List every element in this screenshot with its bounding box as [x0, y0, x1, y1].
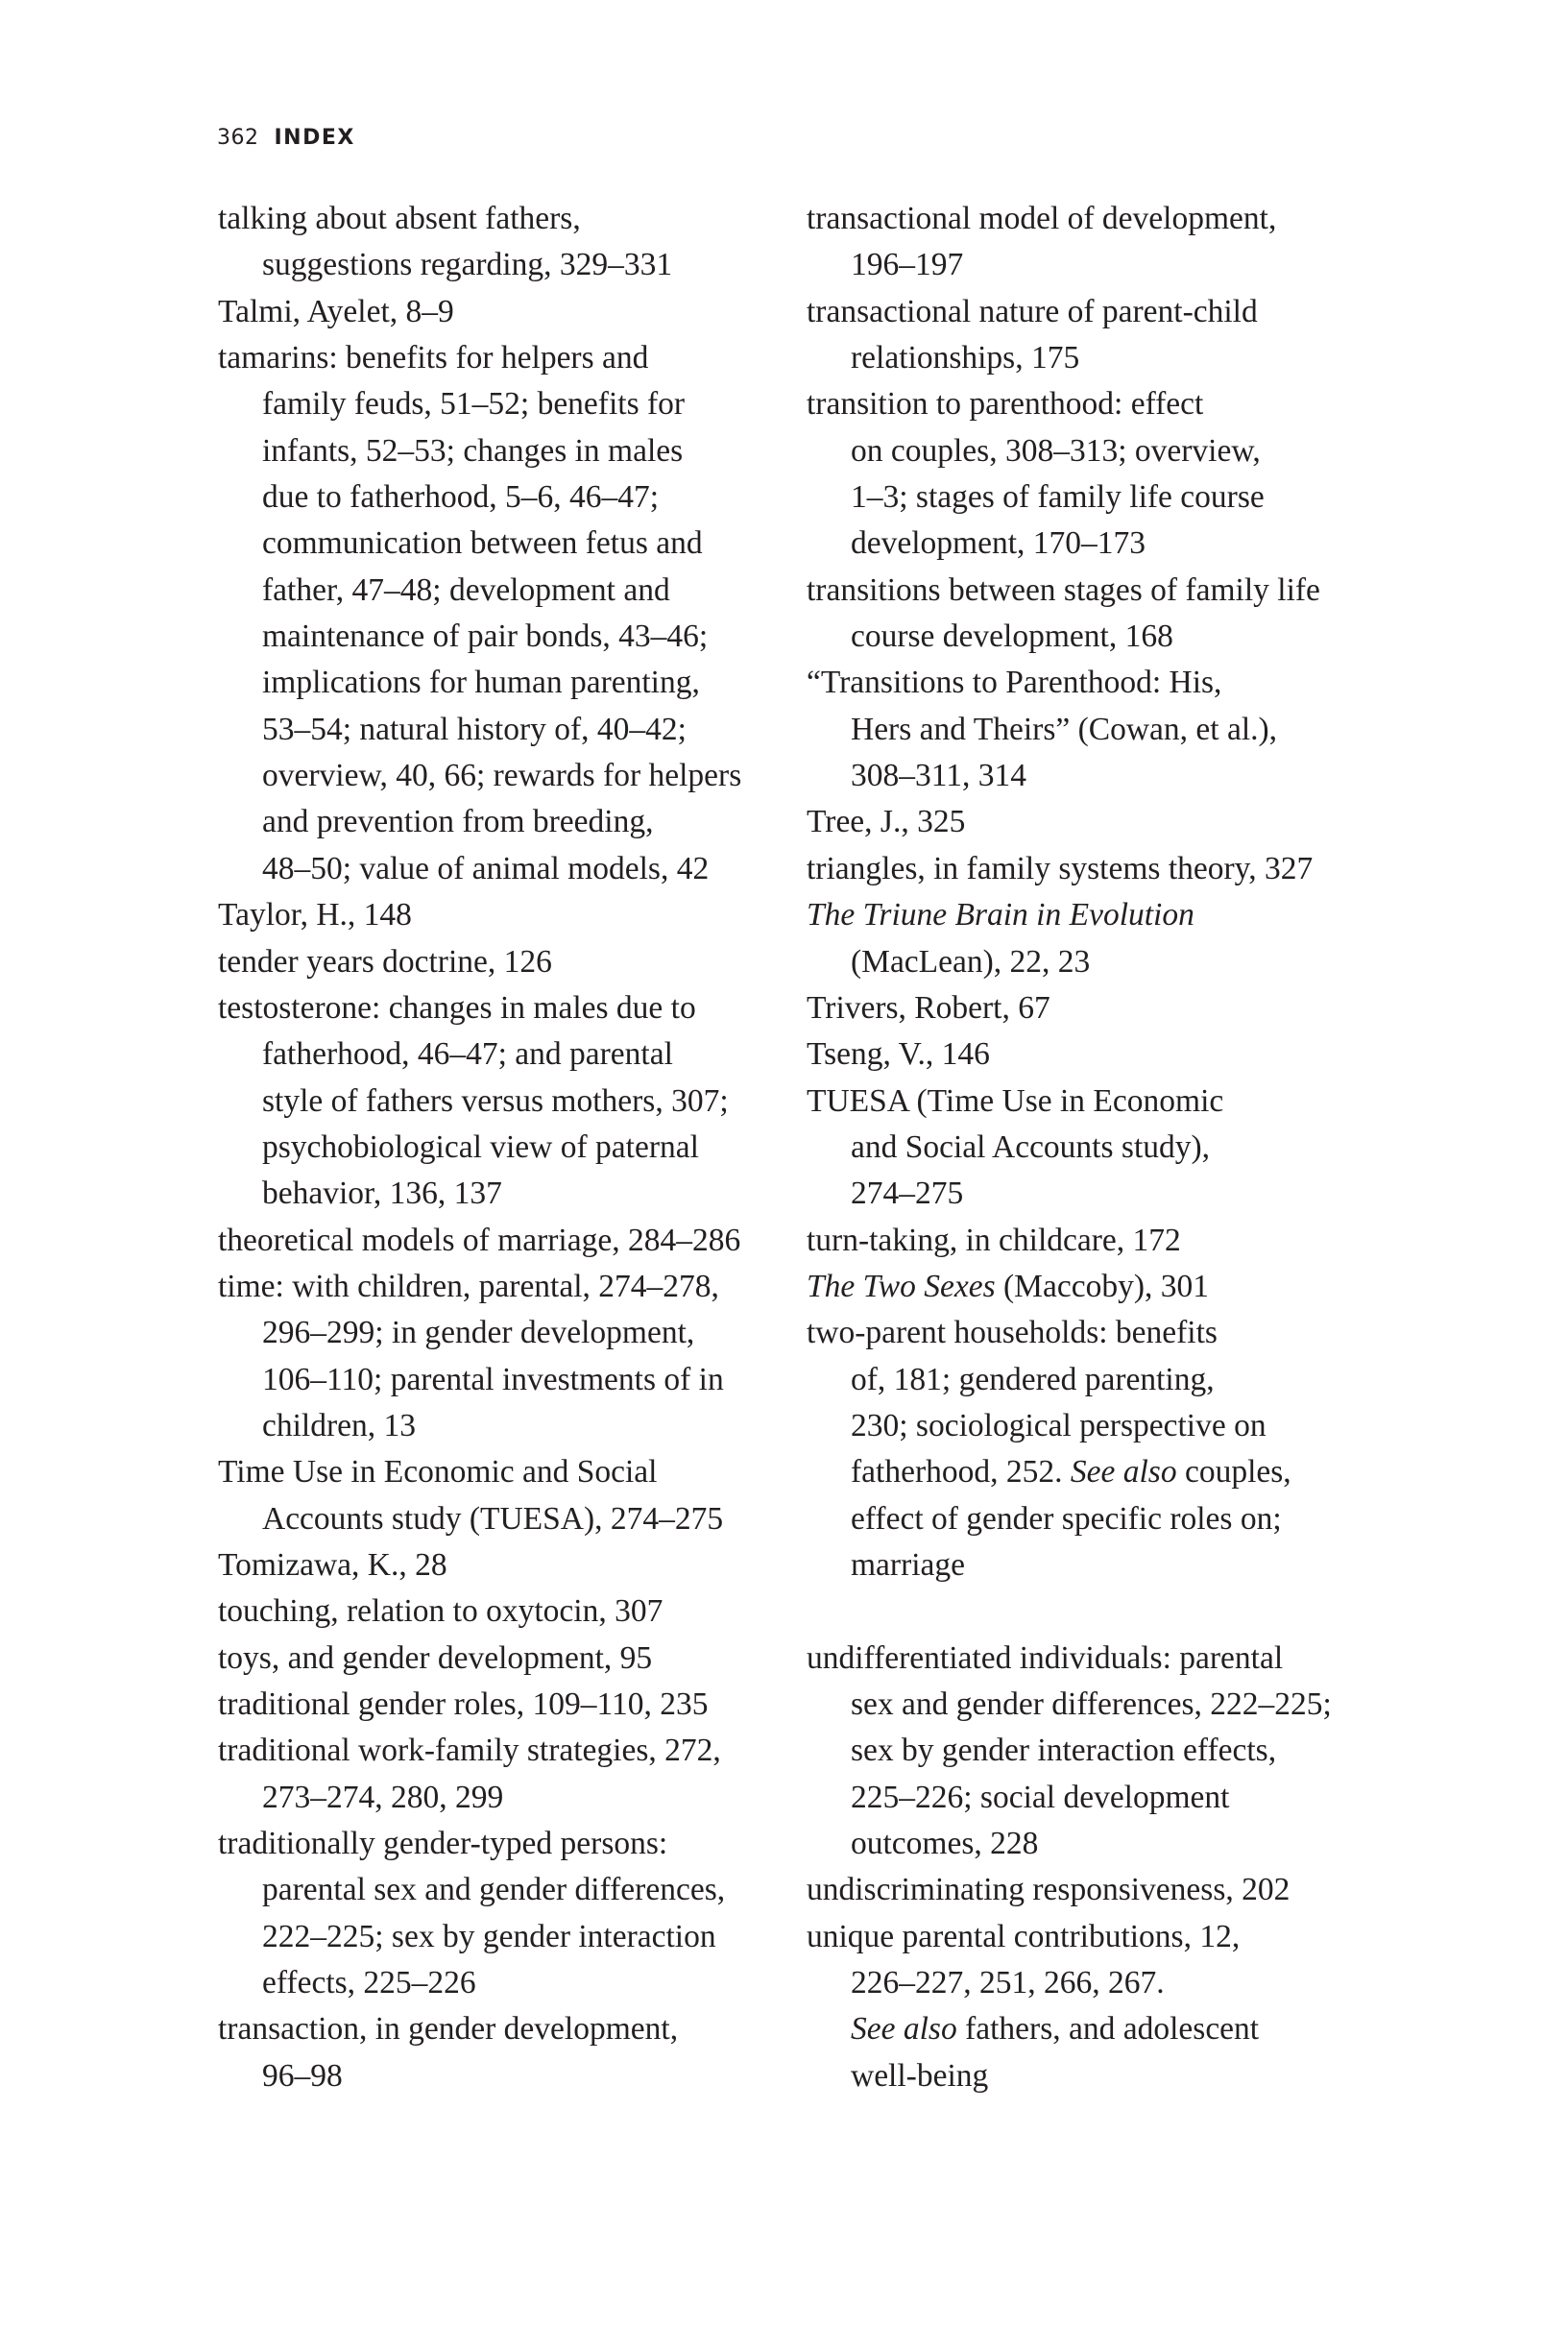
index-subline — [807, 1960, 1402, 2006]
entry-text: testosterone: changes in males due to — [218, 989, 696, 1026]
entry-text: 308–311, 314 — [851, 758, 1027, 794]
index-subline — [218, 1403, 775, 1449]
index-subline — [218, 381, 775, 427]
index-subline — [807, 242, 1402, 288]
index-subline — [218, 707, 775, 753]
running-header — [217, 126, 355, 150]
entry-text: development, 170–173 — [851, 525, 1146, 562]
index-subline — [807, 1125, 1402, 1171]
index-entry — [807, 1310, 1402, 1356]
entry-text: undiscriminating responsiveness, 202 — [807, 1872, 1291, 1908]
entry-text: Hers and Theirs” (Cowan, et al.), — [851, 711, 1278, 747]
index-subline — [807, 1403, 1402, 1449]
index-entry — [218, 1264, 775, 1310]
index-entry — [218, 1682, 775, 1728]
entry-text: course development, 168 — [851, 618, 1173, 655]
entry-text: 296–299; in gender development, — [262, 1315, 695, 1351]
index-entry — [807, 1079, 1402, 1125]
index-entry — [218, 289, 775, 335]
entry-text: of, 181; gendered parenting, — [851, 1361, 1215, 1397]
entry-text: implications for human parenting, — [262, 665, 700, 701]
entry-text: fatherhood, 46–47; and parental — [262, 1036, 673, 1073]
entry-text: overview, 40, 66; rewards for helpers — [262, 758, 742, 794]
index-subline — [218, 242, 775, 288]
index-subline — [218, 1775, 775, 1821]
entry-text: touching, relation to oxytocin, 307 — [218, 1593, 663, 1630]
see-also-label: See also — [1070, 1454, 1177, 1491]
entry-text: on couples, 308–313; overview, — [851, 432, 1261, 469]
index-entry — [807, 289, 1402, 335]
index-column-left — [218, 196, 775, 2099]
entry-text: 225–226; social development — [851, 1779, 1230, 1815]
index-subline — [218, 521, 775, 567]
entry-text: traditionally gender-typed persons: — [218, 1826, 668, 1862]
entry-text: triangles, in family systems theory, 327 — [807, 850, 1314, 886]
entry-text: 106–110; parental investments of in — [262, 1361, 724, 1397]
index-subline — [807, 707, 1402, 753]
entry-text: effect of gender specific roles on; — [851, 1500, 1282, 1537]
index-subline — [218, 1310, 775, 1356]
entry-text: tender years doctrine, 126 — [218, 943, 552, 980]
entry-text: unique parental contributions, 12, — [807, 1918, 1241, 1954]
entry-text: 230; sociological perspective on — [851, 1407, 1266, 1443]
entry-text: traditional gender roles, 109–110, 235 — [218, 1686, 709, 1722]
index-entry — [218, 1728, 775, 1774]
entry-text: “Transitions to Parenthood: His, — [807, 665, 1222, 701]
italic-title: See also — [851, 2011, 957, 2048]
index-entry — [218, 196, 775, 242]
index-subline — [807, 1542, 1402, 1588]
entry-text: transition to parenthood: effect — [807, 386, 1204, 423]
index-subline — [218, 1357, 775, 1403]
entry-text: outcomes, 228 — [851, 1826, 1039, 1862]
index-subline — [807, 1775, 1402, 1821]
entry-text: 274–275 — [851, 1176, 964, 1212]
entry-text: 53–54; natural history of, 40–42; — [262, 711, 687, 747]
index-subline — [218, 1079, 775, 1125]
entry-text: talking about absent fathers, — [218, 201, 581, 236]
index-subline — [807, 1449, 1402, 1495]
index-entry — [807, 381, 1402, 427]
entry-text: 273–274, 280, 299 — [262, 1779, 504, 1815]
index-subline — [807, 1357, 1402, 1403]
entry-text: sex and gender differences, 222–225; — [851, 1686, 1332, 1722]
entry-text: undifferentiated individuals: parental — [807, 1639, 1284, 1676]
entry-text: (MacLean), 22, 23 — [851, 943, 1091, 980]
index-entry — [218, 335, 775, 381]
entry-text: traditional work-family strategies, 272, — [218, 1733, 721, 1769]
index-entry — [807, 846, 1402, 892]
entry-text: Trivers, Robert, 67 — [807, 989, 1050, 1026]
entry-text: time: with children, parental, 274–278, — [218, 1268, 719, 1304]
entry-text: sex by gender interaction effects, — [851, 1733, 1277, 1769]
index-entry — [218, 939, 775, 985]
index-subline — [218, 1496, 775, 1542]
index-subline — [807, 335, 1402, 381]
index-entry — [218, 1542, 775, 1588]
index-entry — [807, 1867, 1402, 1913]
index-subline — [218, 1867, 775, 1913]
entry-text: transactional model of development, — [807, 201, 1277, 236]
entry-text: turn-taking, in childcare, 172 — [807, 1222, 1181, 1258]
entry-text: Accounts study (TUESA), 274–275 — [262, 1500, 724, 1537]
entry-text: 48–50; value of animal models, 42 — [262, 850, 710, 886]
entry-text: due to fatherhood, 5–6, 46–47; — [262, 479, 660, 516]
page-number: 362 — [217, 126, 259, 150]
entry-text: Taylor, H., 148 — [218, 897, 412, 934]
index-subline — [807, 1821, 1402, 1867]
index-entry — [807, 568, 1402, 614]
entry-text: fathers, and adolescent — [956, 2011, 1260, 2048]
entry-text: two-parent households: benefits — [807, 1315, 1218, 1351]
entry-text: 1–3; stages of family life course — [851, 479, 1265, 516]
entry-text: theoretical models of marriage, 284–286 — [218, 1222, 741, 1258]
index-subline — [807, 939, 1402, 985]
entry-text: Tseng, V., 146 — [807, 1036, 990, 1073]
entry-text: suggestions regarding, 329–331 — [262, 247, 673, 283]
index-entry — [218, 892, 775, 938]
index-subline — [218, 1031, 775, 1078]
entry-text: transactional nature of parent-child — [807, 293, 1258, 329]
index-entry — [218, 1218, 775, 1264]
entry-text: 96–98 — [262, 2057, 343, 2094]
index-subline — [807, 1682, 1402, 1728]
index-subline — [218, 474, 775, 521]
index-subline — [807, 2006, 1402, 2052]
index-entry — [807, 892, 1402, 938]
index-subline — [218, 1960, 775, 2006]
index-subline — [218, 1171, 775, 1217]
index-entry — [218, 1588, 775, 1635]
index-subline — [218, 799, 775, 845]
entry-text: 196–197 — [851, 247, 964, 283]
index-subline — [218, 428, 775, 474]
index-entry — [218, 985, 775, 1031]
entry-text: couples, — [1176, 1454, 1291, 1491]
entry-text: infants, 52–53; changes in males — [262, 432, 684, 469]
italic-title: The Two Sexes — [807, 1268, 996, 1304]
index-subline — [218, 1125, 775, 1171]
index-subline — [807, 1496, 1402, 1542]
index-entry — [807, 1914, 1402, 1960]
index-subline — [218, 2053, 775, 2099]
index-entry — [807, 799, 1402, 845]
entry-text: parental sex and gender differences, — [262, 1872, 726, 1908]
index-subline — [807, 2053, 1402, 2099]
entry-text: psychobiological view of paternal — [262, 1128, 699, 1165]
entry-text: and prevention from breeding, — [262, 804, 654, 840]
index-subline — [218, 568, 775, 614]
entry-text: tamarins: benefits for helpers and — [218, 340, 649, 376]
index-entry — [807, 1218, 1402, 1264]
entry-text: fatherhood, 252. — [851, 1454, 1071, 1491]
index-subline — [807, 614, 1402, 660]
entry-text: Tree, J., 325 — [807, 804, 966, 840]
entry-text: style of fathers versus mothers, 307; — [262, 1082, 729, 1119]
index-subline — [807, 521, 1402, 567]
entry-text: effects, 225–226 — [262, 1965, 476, 2001]
entry-text: marriage — [851, 1546, 966, 1583]
index-subline — [807, 1171, 1402, 1217]
entry-text: behavior, 136, 137 — [262, 1176, 502, 1212]
index-entry — [807, 1588, 1402, 1635]
entry-text: transitions between stages of family life — [807, 571, 1320, 608]
entry-text: 222–225; sex by gender interaction — [262, 1918, 716, 1954]
index-subline — [218, 660, 775, 706]
entry-text: 226–227, 251, 266, 267. — [851, 1965, 1165, 2001]
entry-text: toys, and gender development, 95 — [218, 1639, 653, 1676]
entry-text: maintenance of pair bonds, 43–46; — [262, 618, 709, 655]
index-subline — [807, 1728, 1402, 1774]
index-entry — [807, 985, 1402, 1031]
index-subline — [807, 753, 1402, 799]
index-entry — [807, 1031, 1402, 1078]
index-entry — [807, 660, 1402, 706]
index-subline — [218, 614, 775, 660]
entry-text: Tomizawa, K., 28 — [218, 1546, 447, 1583]
index-subline — [807, 474, 1402, 521]
index-entry — [218, 1821, 775, 1867]
entry-text: Talmi, Ayelet, 8–9 — [218, 293, 454, 329]
entry-text: (Maccoby), 301 — [995, 1268, 1209, 1304]
index-entry — [218, 2006, 775, 2052]
entry-text: communication between fetus and — [262, 525, 703, 562]
italic-title: The Triune Brain in Evolution — [807, 897, 1194, 934]
entry-text: family feuds, 51–52; benefits for — [262, 386, 686, 423]
entry-text: TUESA (Time Use in Economic — [807, 1082, 1224, 1119]
index-subline — [807, 428, 1402, 474]
index-entry — [807, 1636, 1402, 1682]
section-title: INDEX — [274, 126, 355, 150]
index-entry — [807, 196, 1402, 242]
index-entry — [218, 1636, 775, 1682]
entry-text: relationships, 175 — [851, 340, 1080, 376]
index-subline — [218, 1914, 775, 1960]
entry-text: Time Use in Economic and Social — [218, 1454, 658, 1491]
entry-text: transaction, in gender development, — [218, 2011, 679, 2048]
entry-text: and Social Accounts study), — [851, 1128, 1211, 1165]
index-entry — [807, 1264, 1402, 1310]
index-subline — [218, 753, 775, 799]
index-subline — [218, 846, 775, 892]
index-column-right — [807, 196, 1402, 2099]
entry-text: well-being — [851, 2057, 989, 2094]
entry-text: father, 47–48; development and — [262, 571, 670, 608]
entry-text: children, 13 — [262, 1407, 417, 1443]
index-entry — [218, 1449, 775, 1495]
